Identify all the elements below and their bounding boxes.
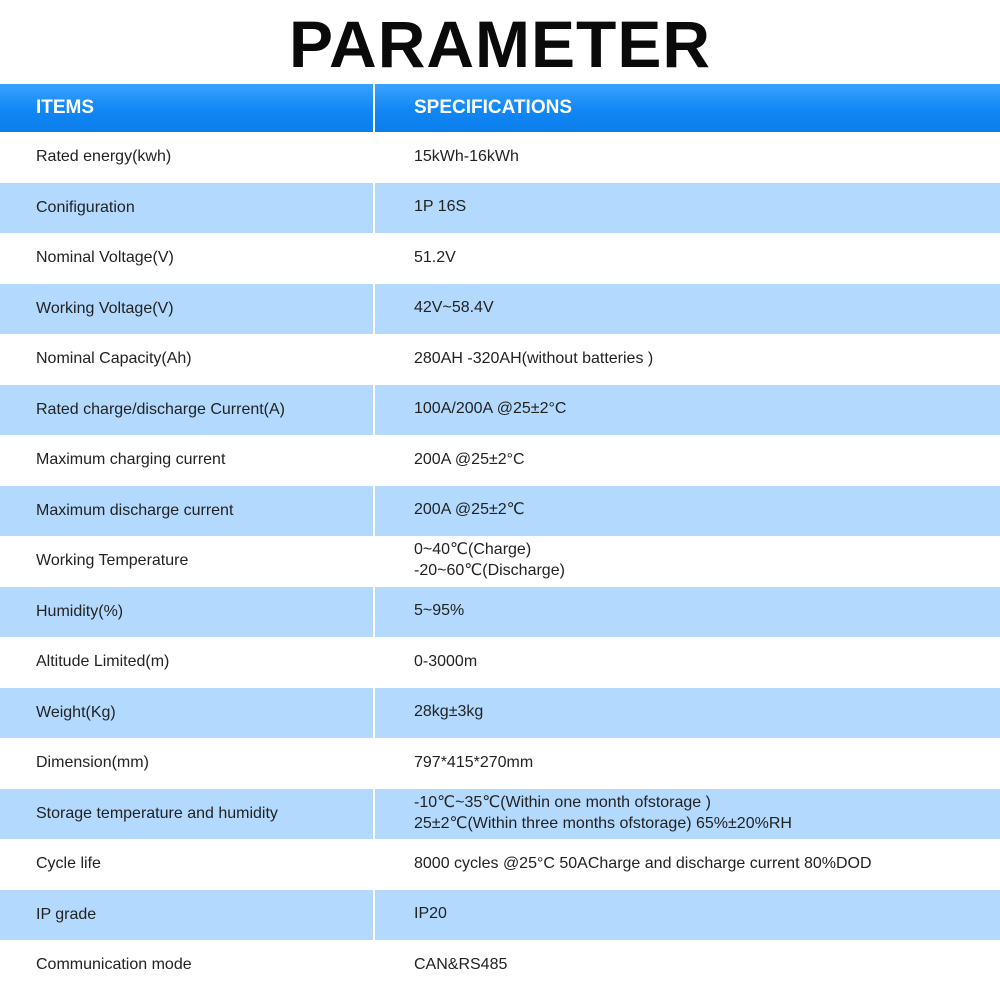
spec-line: 100A/200A @25±2°C xyxy=(414,400,567,418)
table-row xyxy=(0,637,1000,688)
spec-line: 200A @25±2℃ xyxy=(414,501,525,519)
spec-value xyxy=(375,183,1000,234)
page-title: PARAMETER xyxy=(288,7,712,81)
table-row xyxy=(0,789,1000,840)
spec-line: 8000 cycles @25°C 50ACharge and discharge current 80%DOD xyxy=(414,854,872,872)
item-label: Weight(Kg) xyxy=(0,688,375,739)
table-body xyxy=(0,132,1000,991)
spec-value xyxy=(375,435,1000,486)
spec-value xyxy=(375,334,1000,385)
table-row xyxy=(0,334,1000,385)
table-row xyxy=(0,536,1000,587)
item-label: Maximum discharge current xyxy=(0,486,375,537)
spec-value xyxy=(375,890,1000,941)
table-row xyxy=(0,233,1000,284)
item-label: Altitude Limited(m) xyxy=(0,637,375,688)
spec-line: 0~40℃(Charge) xyxy=(414,541,532,559)
spec-line: -10℃~35℃(Within one month ofstorage ) xyxy=(414,793,711,811)
spec-value xyxy=(375,284,1000,335)
spec-line: 51.2V xyxy=(414,248,456,266)
table-row xyxy=(0,738,1000,789)
table-row xyxy=(0,385,1000,436)
table-row xyxy=(0,132,1000,183)
spec-line: 797*415*270mm xyxy=(414,753,534,771)
item-label: Nominal Capacity(Ah) xyxy=(0,334,375,385)
item-label: Cycle life xyxy=(0,839,375,890)
item-label: Dimension(mm) xyxy=(0,738,375,789)
spec-line: 0-3000m xyxy=(414,652,478,670)
spec-line: 28kg±3kg xyxy=(414,703,484,721)
item-label: Working Voltage(V) xyxy=(0,284,375,335)
spec-line: 25±2℃(Within three months ofstorage) 65%±20%RH xyxy=(414,814,792,832)
spec-value xyxy=(375,738,1000,789)
spec-value xyxy=(375,132,1000,183)
item-label: Working Temperature xyxy=(0,536,375,587)
header-specifications: SPECIFICATIONS xyxy=(414,97,572,118)
item-label: Maximum charging current xyxy=(0,435,375,486)
spec-line: 1P 16S xyxy=(414,198,467,216)
spec-value xyxy=(375,233,1000,284)
spec-value xyxy=(375,940,1000,991)
item-label: Communication mode xyxy=(0,940,375,991)
spec-value xyxy=(375,688,1000,739)
item-label: Rated charge/discharge Current(A) xyxy=(0,385,375,436)
item-label: Rated energy(kwh) xyxy=(0,132,375,183)
parameter-table xyxy=(0,84,1000,991)
spec-line: 42V~58.4V xyxy=(414,299,494,317)
item-label: Nominal Voltage(V) xyxy=(0,233,375,284)
spec-line: IP20 xyxy=(414,905,447,923)
item-label: Storage temperature and humidity xyxy=(0,789,375,840)
spec-line: -20~60℃(Discharge) xyxy=(414,562,565,580)
spec-value xyxy=(375,587,1000,638)
spec-line: 280AH -320AH(without batteries ) xyxy=(414,349,654,367)
spec-line: 5~95% xyxy=(414,602,465,620)
spec-value xyxy=(375,536,1000,587)
spec-value xyxy=(375,385,1000,436)
spec-line: 15kWh-16kWh xyxy=(414,147,519,165)
spec-value xyxy=(375,486,1000,537)
spec-value xyxy=(375,789,1000,840)
table-row xyxy=(0,890,1000,941)
item-label: Humidity(%) xyxy=(0,587,375,638)
table-row xyxy=(0,284,1000,335)
spec-line: 200A @25±2°C xyxy=(414,450,525,468)
item-label: IP grade xyxy=(0,890,375,941)
spec-line: CAN&RS485 xyxy=(414,955,508,973)
table-row xyxy=(0,435,1000,486)
table-row xyxy=(0,940,1000,991)
table-row xyxy=(0,183,1000,234)
table-header xyxy=(0,84,1000,132)
spec-value xyxy=(375,637,1000,688)
table-row xyxy=(0,839,1000,890)
table-row xyxy=(0,587,1000,638)
spec-value xyxy=(375,839,1000,890)
table-row xyxy=(0,486,1000,537)
table-row xyxy=(0,688,1000,739)
header-items: ITEMS xyxy=(0,84,375,132)
item-label: Conifiguration xyxy=(0,183,375,234)
